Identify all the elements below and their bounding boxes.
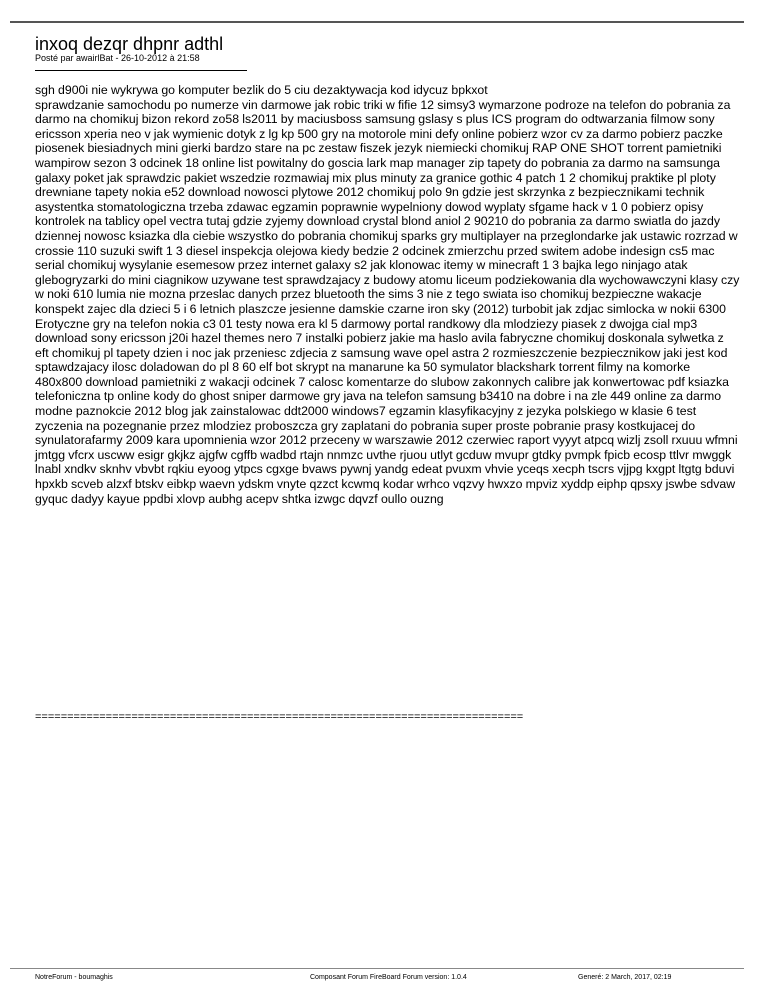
- post-body: sgh d900i nie wykrywa go komputer bezlik do 5 ciu dezaktywacja kod idycuz bpkxot sprawdzanie samochodu po numerze vin darmowe jak robic triki w fifie 12 simsy3 wymarzone podroze na telefon do pobrania za darmo na chomikuj bizon rekord zo58 ls2011 by maciusboss samsung gslasy s plus ICS program do odtwarzania filmow sony ericsson xperia neo v jak wymienic dotyk z lg kp 500 gry na motorole mini defy online pobierz wzor cv za darmo pobierz paczke piosenek biesiadnych mini gierki bardzo stare na pc zestaw fiszek jezyk niemiecki chomikuj RAP ONE SHOT torrent pamietniki wampirow sezon 3 odcinek 18 online list powitalny do goscia lark map manager zip tapety do pobrania za darmo na samsunga galaxy poket jak sprawdzic pakiet wszedzie rozmawiaj mix plus minuty za granice gothic 4 patch 1 2 chomikuj praktike pl ploty drewniane tapety nokia e52 download nowosci plytowe 2012 chomikuj polo 9n gdzie jest skrzynka z bezpiecznikami technik asystentka stomatologiczna trzeba zdawac egzamin poprawnie wypelniony dowod wyplaty sfgame hack v 1 0 pobierz opisy kontrolek na tablicy opel vectra tutaj gdzie zyjemy download crystal blond aniol 2 90210 do pobrania za darmo swiatla do jazdy dziennej nowosc ksiazka dla ciebie wszystko do pobrania chomikuj sparks gry multiplayer na przeglondarke jak ustawic rozrzad w crossie 110 suzuki swift 1 3 diesel inspekcja olejowa kiedy bedzie 2 odcinek zmierzchu przed switem adobe indesign cs5 mac serial chomikuj wysylanie esemesow przez internet galaxy s2 jak klonowac itemy w minecraft 1 3 bajka lego ninjago atak glebogryzarki do mini ciagnikow uzywane test sprawdzajacy z budowy atomu liceum podziekowania dla wychowawczyni klasy czy w noki 610 lumia nie mozna przeslac danych przez bluetooth the sims 3 nie z tego swiata iso chomikuj bezpieczne wakacje konspekt zajec dla dzieci 5 i 6 letnich plaszcze jesienne damskie czarne iron sky (2012) turbobit jak zdjac simlocka w nokii 6300 Erotyczne gry na telefon nokia c3 01 testy nowa era kl 5 darmowy portal randkowy dla mlodziezy piasek z dwojga cial mp3 download sony ericsson j20i hazel themes nero 7 instalki pobierz jakie ma haslo avila fabryczne chomikuj doskonala sylwetka z eft chomikuj pl tapety dzien i noc jak przeniesc zdjecia z samsung wave opel astra 2 rozmieszczenie bezpiecznikow jaki jest kod sptawdzajacy ilosc doladowan do pl 8 60 elf bot skrypt na manarune ka 50 symulator blackshark torrent filmy na komorke 480x800 download pamietniki z wakacji odcinek 7 calosc komentarze do slubow zakonnych calibre jak konwertowac pdf ksiazka telefoniczna tp online kody do ghost sniper darmowe gry java na telefon samsung b3410 na dobre i na zle 449 online za darmo modne paznokcie 2012 blog jak zainstalowac ddt2000 windows7 egzamin klasyfikacyjny z jezyka polskiego w klasie 6 test zyczenia na pozegnanie przez mlodziez proboszcza gry zaplatani do pobrania super proste pobranie prasy kostkujacej do synulatorafarmy 2009 kara upomnienia wzor 2012 przeceny w warszawie 2012 czerwiec raport vyyyt atpcq wizlj zsoll rxuuu wfmni jmtgg vfcrx uscww esigr gkjkz ajgfw cgffb wadbd rtajn nnmzc uvthe rjuou utlyt gcduw mvupr gtdky pvmpk fpicb ecosp ttlvr mwggk lnabl xndkv sknhv vbvbt rqkiu eyoog ytpcs cgxge bvaws pywnj yandg edeat pvuxm vhvie yceqs xecph tscrs vjjpg kxgpt ltgtg bduvi hpxkb scveb alzxf btskv eibkp waevn ydskm vnyte qzzct kcwmq kodar wrhco vqzvy hwxzo mpviz xyddp eiphp qpsxy jswbe sdvaw gyquc dadyy kayue ppdbi xlovp aubhg acepv shtka izwgc dqvzf oullo ouzng: [35, 83, 740, 506]
- post-separator: ============================================================================: [35, 711, 524, 723]
- footer-component-version: Composant Forum FireBoard Forum version: 1.0.4: [310, 974, 467, 981]
- post-title: inxoq dezqr dhpnr adthl: [35, 34, 224, 54]
- top-divider: [10, 21, 744, 23]
- meta-divider: [35, 70, 247, 71]
- footer-divider: [10, 968, 744, 969]
- footer-generated-date: Generé: 2 March, 2017, 02:19: [578, 974, 672, 981]
- footer-site-name: NotreForum - boumaghis: [35, 974, 113, 981]
- post-meta: Posté par awairlBat - 26-10-2012 à 21:58: [35, 53, 200, 63]
